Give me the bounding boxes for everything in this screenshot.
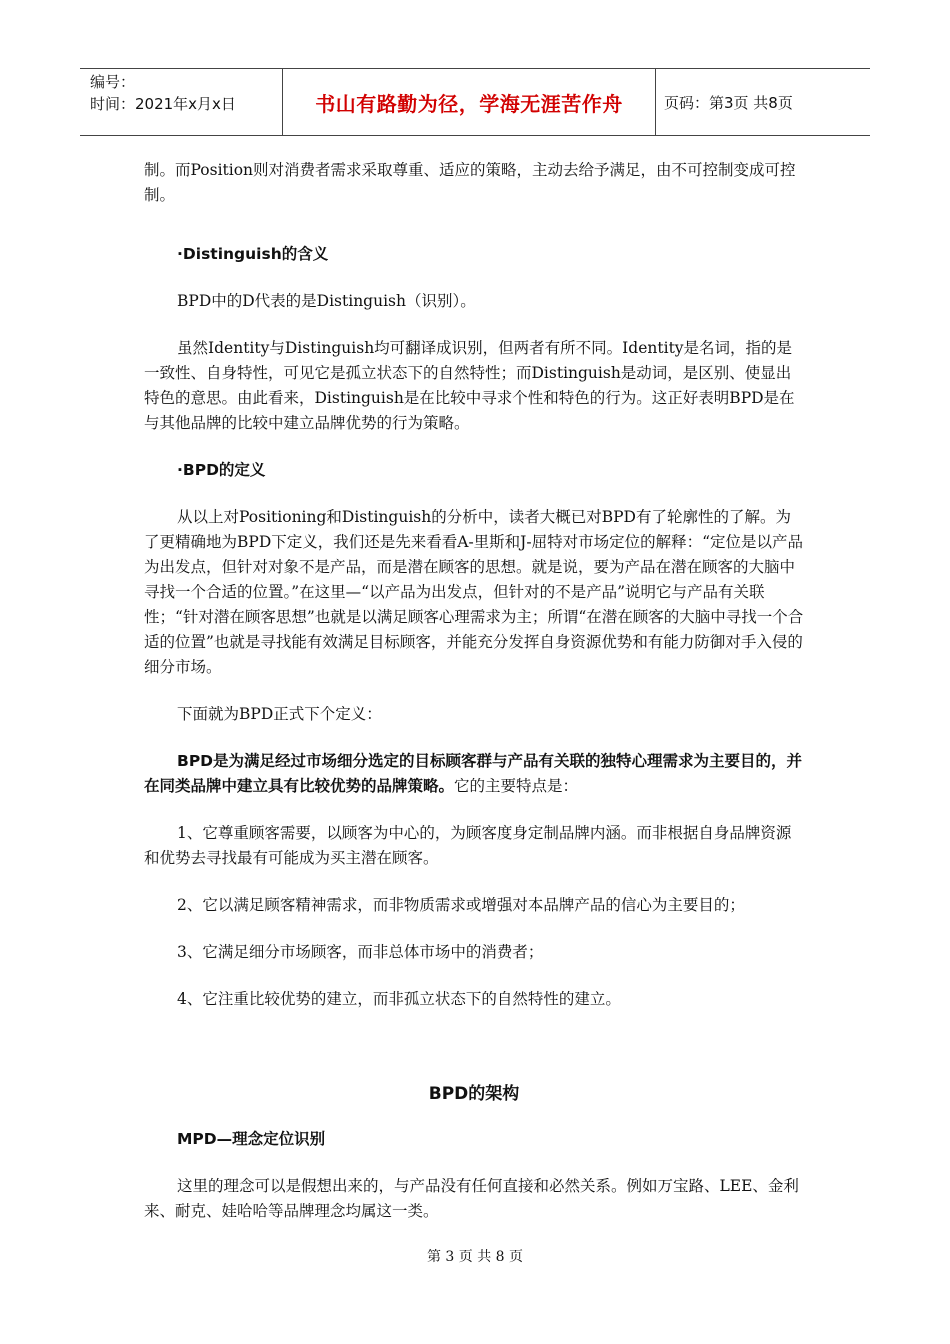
page-label: 页码：第3页 共8页 bbox=[664, 93, 793, 112]
subheading-bpd-definition: ·BPD的定义 bbox=[177, 461, 266, 479]
list-item: 4、它注重比较优势的建立，而非孤立状态下的自然特性的建立。 bbox=[177, 990, 621, 1008]
paragraph: BPD中的D代表的是Distinguish（识别）。 bbox=[177, 292, 476, 310]
paragraph: 虽然Identity与Distinguish均可翻译成识别，但两者有所不同。Identity是名词，指的是一致性、自身特性，可见它是孤立状态下的自然特性；而Distinguish是动词，是区别、使显出特色的意思。由此看来，Distinguish是在比较中寻求个性和特色的行为。这正好表明BPD是在与其他品牌的比较中建立品牌优势的行为策略。 bbox=[144, 339, 795, 432]
document-header bbox=[80, 68, 870, 136]
section-title: BPD的架构 bbox=[428, 1084, 520, 1104]
subheading-distinguish: ·Distinguish的含义 bbox=[177, 245, 329, 263]
header-motto-cell bbox=[282, 69, 656, 135]
definition-bold: BPD是为满足经过市场细分选定的目标顾客群与产品有关联的独特心理需求为主要目的，并在同类品牌中建立具有比较优势的品牌策略。 bbox=[144, 752, 803, 795]
document-body bbox=[144, 158, 804, 1224]
list-item: 1、它尊重顾客需要，以顾客为中心的，为顾客度身定制品牌内涵。而非根据自身品牌资源和优势去寻找最有可能成为买主潜在顾客。 bbox=[144, 824, 792, 867]
paragraph: 下面就为BPD正式下个定义： bbox=[177, 705, 382, 723]
number-label: 编号： bbox=[90, 73, 136, 91]
header-meta bbox=[80, 69, 282, 135]
header-page-cell bbox=[656, 69, 870, 135]
motto-text: 书山有路勤为径，学海无涯苦作舟 bbox=[315, 91, 623, 116]
paragraph: 这里的理念可以是假想出来的，与产品没有任何直接和必然关系。例如万宝路、LEE、金利来、耐克、娃哈哈等品牌理念均属这一类。 bbox=[144, 1177, 799, 1220]
definition-paragraph bbox=[144, 749, 804, 799]
subheading-mpd: MPD—理念定位识别 bbox=[177, 1130, 326, 1148]
list-item: 2、它以满足顾客精神需求，而非物质需求或增强对本品牌产品的信心为主要目的； bbox=[177, 896, 745, 914]
paragraph: 从以上对Positioning和Distinguish的分析中，读者大概已对BPD有了轮廓性的了解。为了更精确地为BPD下定义，我们还是先来看看A-里斯和J-屈特对市场定位的解释：“定位是以产品为出发点，但针对对象不是产品，而是潜在顾客的思想。就是说，要为产品在潜在顾客的大脑中寻找一个合适的位置。”在这里—“以产品为出发点，但针对的不是产品”说明它与产品有关联性；“针对潜在顾客思想”也就是以满足顾客心理需求为主；所谓“在潜在顾客的大脑中寻找一个合适的位置”也就是寻找能有效满足目标顾客，并能充分发挥自身资源优势和有能力防御对手入侵的细分市场。 bbox=[144, 508, 804, 676]
paragraph: 制。而Position则对消费者需求采取尊重、适应的策略，主动去给予满足，由不可控制变成可控制。 bbox=[144, 161, 796, 204]
page-footer: 第 3 页 共 8 页 bbox=[426, 1249, 524, 1265]
definition-rest: 它的主要特点是： bbox=[454, 777, 579, 795]
time-label: 时间：2021年x月x日 bbox=[90, 95, 236, 113]
list-item: 3、它满足细分市场顾客，而非总体市场中的消费者； bbox=[177, 943, 544, 961]
